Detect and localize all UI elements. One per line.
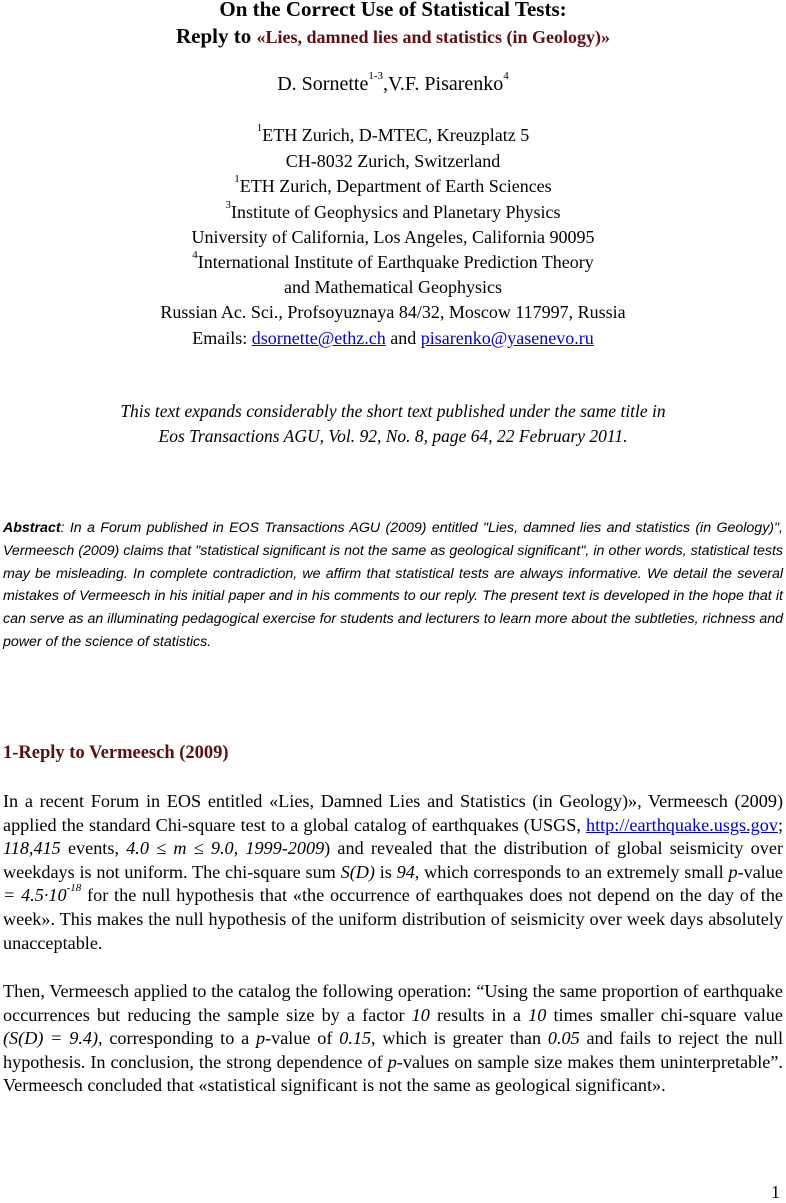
affil-sup: 1 xyxy=(234,173,240,185)
author-pisarenko: V.F. Pisarenko xyxy=(388,73,504,95)
p2-p-symbol: p xyxy=(255,1028,266,1049)
abstract-label: Abstract xyxy=(3,520,61,536)
affiliation-3-line-1 xyxy=(0,199,786,222)
affiliation-1-line-1 xyxy=(0,122,786,145)
p1-text: events, xyxy=(60,838,127,859)
p1-p-symbol: p xyxy=(728,861,738,882)
affil-sup: 3 xyxy=(225,199,232,211)
publication-note-line-2: Eos Transactions AGU, Vol. 92, No. 8, page 64, 22 February 2011. xyxy=(158,426,628,446)
affiliation-4-line-3: Russian Ac. Sci., Profsoyuznaya 84/32, Moscow 117997, Russia xyxy=(160,302,626,322)
p2-threshold: 0.05 xyxy=(547,1028,580,1049)
p2-text: times smaller chi-square value xyxy=(546,1004,783,1025)
paragraph-2 xyxy=(3,980,783,1098)
p1-events-number: 118,415 xyxy=(3,838,61,859)
affiliation-1-line-2: CH-8032 Zurich, Switzerland xyxy=(285,151,501,171)
author-sornette-affil: 1-3 xyxy=(368,70,383,83)
affil-text: ETH Zurich, D-MTEC, Kreuzplatz 5 xyxy=(262,125,530,145)
p2-text: Then, Vermeesch applied to the catalog the following operation: “Using the same proportion of earthquake occurrences but reducing the sample size by a factor xyxy=(3,981,783,1025)
affil-text: International Institute of Earthquake Prediction Theory xyxy=(197,252,594,272)
p1-sd-symbol: S(D) xyxy=(340,861,375,882)
title-line-1: On the Correct Use of Statistical Tests: xyxy=(219,0,567,21)
emails-label: Emails: xyxy=(192,328,252,348)
author-separator: , xyxy=(383,73,388,95)
abstract-text: : In a Forum published in EOS Transactions AGU (2009) entitled "Lies, damned lies and statistics (in Geology)", Vermeesch (2009) claims that "statistical significant is not the same as geological significant", in other words, statistical tests may be misleading. In complete contradiction, we affirm that statistical tests are always informative. We detail the several mistakes of Vermeesch in his initial paper and in his comments to our reply. The present text is developed in the hope that it can serve as an illuminating pedagogical exercise for students and lecturers to learn more about the subtleties, richness and power of the science of statistics. xyxy=(3,520,783,650)
affil-sup: 1 xyxy=(256,122,263,134)
title-line-2 xyxy=(0,24,786,49)
p1-text: -value xyxy=(737,861,784,882)
p2-text: results in a xyxy=(429,1004,529,1025)
p1-text: which corresponds to an extremely small xyxy=(419,861,729,882)
affiliation-2-line-1 xyxy=(0,173,786,196)
p1-text: ) and revealed that the distribution of global seismicity over weekdays is not uniform. The chi-square sum xyxy=(3,838,783,882)
abstract xyxy=(3,517,783,654)
affiliation-4-line-1 xyxy=(0,249,786,272)
title-reply-quote: «Lies, damned lies and statistics (in Geology)» xyxy=(256,27,610,47)
section-heading: 1-Reply to Vermeesch (2009) xyxy=(3,743,229,763)
p1-text: In a recent Forum in EOS entitled «Lies, Damned Lies and Statistics (in Geology)», Vermeesch (2009) applied the standard Chi-square test to a global catalog of earthquakes (USGS, xyxy=(3,791,783,835)
p2-p-value: 0.15 xyxy=(339,1028,372,1049)
usgs-link[interactable]: http://earthquake.usgs.gov xyxy=(585,814,778,835)
affiliation-4-line-2: and Mathematical Geophysics xyxy=(284,277,502,297)
emails-line xyxy=(0,328,786,348)
p2-text: -value of xyxy=(265,1028,340,1049)
p2-sd-value: (S(D) = 9.4), xyxy=(3,1028,103,1049)
affiliation-3-line-2: University of California, Los Angeles, California 90095 xyxy=(191,227,595,247)
author-sornette: D. Sornette xyxy=(277,73,369,95)
page-number: 1 xyxy=(771,1182,780,1202)
email-link-pisarenko[interactable]: pisarenko@yasenevo.ru xyxy=(420,328,594,348)
author-list xyxy=(0,72,786,96)
p1-sd-value: 94, xyxy=(396,861,420,882)
title-reply-prefix: Reply to xyxy=(175,24,257,48)
publication-note-line-1: This text expands considerably the short text published under the same title in xyxy=(120,401,666,421)
p1-text: for the null hypothesis that «the occurrence of earthquakes does not depend on the day of the week». This makes the null hypothesis of the uniform distribution of seismicity over week days absolutely unacceptable. xyxy=(3,885,783,953)
author-pisarenko-affil: 4 xyxy=(503,70,509,83)
emails-and: and xyxy=(385,328,421,348)
p1-p-value-exponent: -18 xyxy=(66,882,82,895)
affil-text: Institute of Geophysics and Planetary Physics xyxy=(231,202,561,222)
email-link-sornette[interactable]: dsornette@ethz.ch xyxy=(251,328,386,348)
p2-text: corresponding to a xyxy=(102,1028,256,1049)
p2-factor-2: 10 xyxy=(528,1004,547,1025)
affil-text: ETH Zurich, Department of Earth Sciences xyxy=(239,176,552,196)
p2-p-symbol-2: p xyxy=(387,1051,397,1072)
p2-text: -values on sample size makes them uninterpretable”. Vermeesch concluded that «statistical significant is not the same as geological significant». xyxy=(3,1051,783,1096)
affil-sup: 4 xyxy=(192,249,198,261)
p2-text: , which is greater than xyxy=(371,1028,548,1049)
p1-p-value: = 4.5·10 xyxy=(3,885,67,906)
p1-text: is xyxy=(374,861,397,882)
p1-text: ; xyxy=(777,814,783,835)
p2-factor: 10 xyxy=(411,1004,430,1025)
paragraph-1 xyxy=(3,790,783,955)
p1-magnitude-range: 4.0 ≤ m ≤ 9.0, 1999-2009 xyxy=(126,838,325,859)
p2-text: and fails to reject the null hypothesis. In conclusion, the strong dependence of xyxy=(3,1028,783,1072)
